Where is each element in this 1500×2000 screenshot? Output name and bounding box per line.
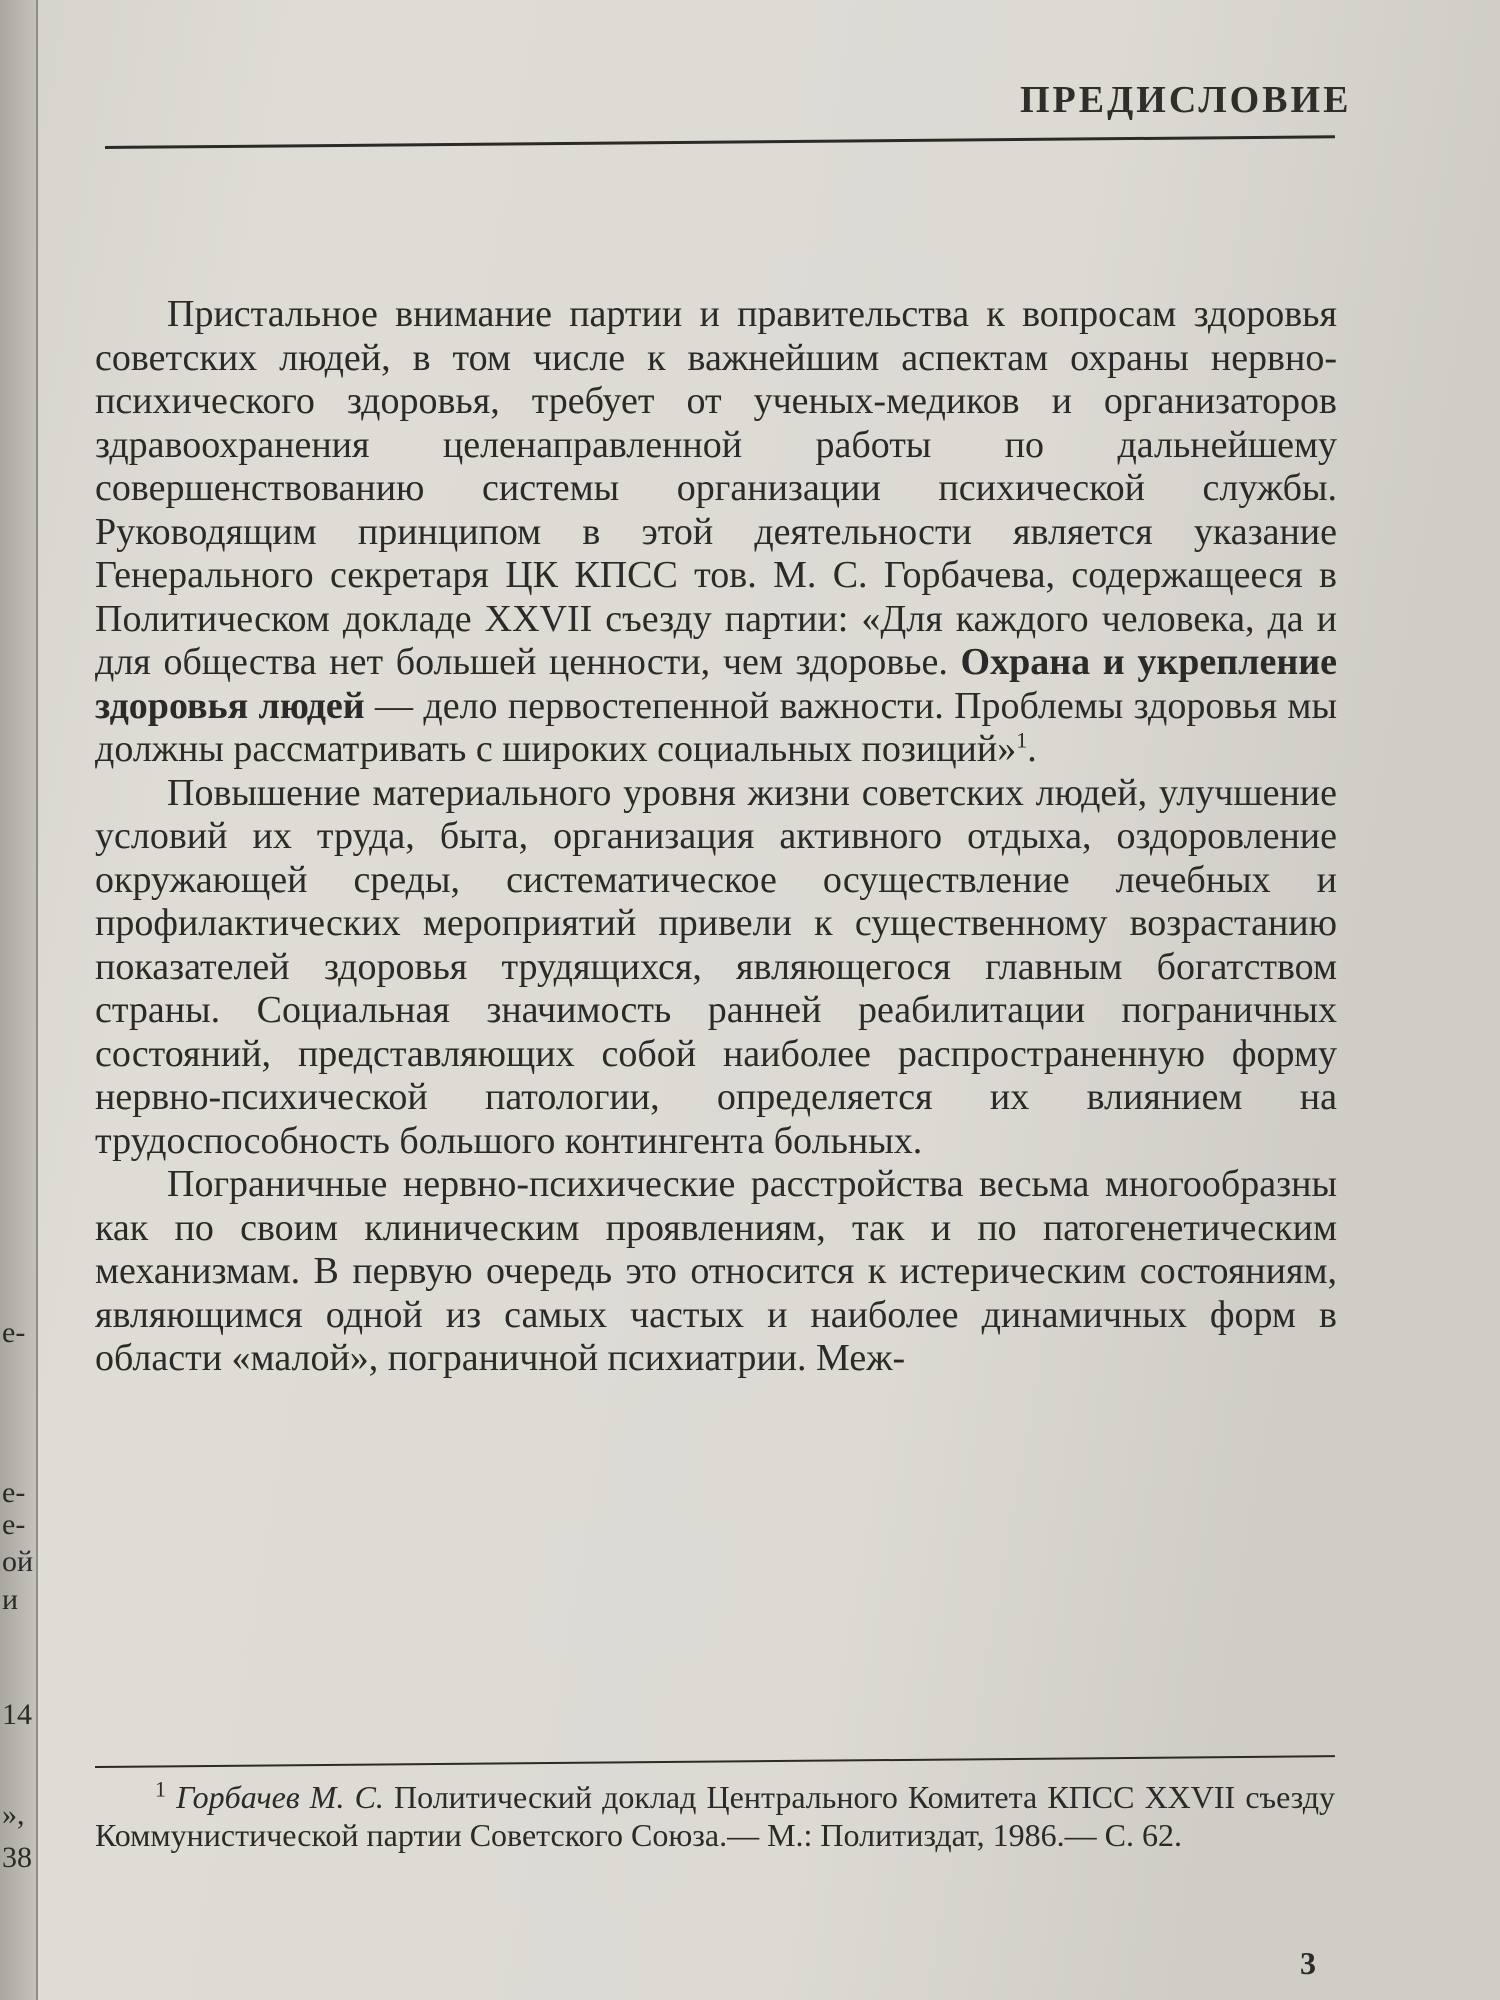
- margin-fragment: ой: [2, 1545, 34, 1578]
- margin-fragment: 14: [2, 1698, 32, 1731]
- running-header: ПРЕДИСЛОВИЕ: [1020, 79, 1352, 121]
- page-number: 3: [1300, 1945, 1316, 1981]
- footnote-rule: [95, 1755, 1335, 1768]
- previous-page-edge: [0, 0, 38, 2000]
- footnote-author: Горбачев М. С.: [176, 1779, 384, 1815]
- footnote: [95, 1778, 1335, 1854]
- margin-fragment: »,: [2, 1798, 25, 1831]
- paragraph: Пограничные нервно-психические расстройства весьма многообразны как по своим клиническим проявлениям, так и по патогенетическим механизмам. В первую очередь это относится к истерическим состояниям, являющимся одной из самых частых и наиболее динамичных форм в области «малой», пограничной психиатрии. Меж-: [95, 1163, 1337, 1379]
- footnote-marker: 1: [155, 1776, 166, 1802]
- footnote-text: Политический доклад Центрального Комитета КПСС XXVII съезду Коммунистической партии Советского Союза.— М.: Политиздат, 1986.— С. 62.: [95, 1779, 1335, 1853]
- paragraph-text: Пристальное внимание партии и правительства к вопросам здоровья советских людей, в том числе к важнейшим аспектам охраны нервно-психического здоровья, требует от ученых-медиков и организаторов здравоохранения целенаправленной работы по дальнейшему совершенствованию системы организации психической службы. Руководящим принципом в этой деятельности является указание Генерального секретаря ЦК КПСС тов. М. С. Горбачева, содержащееся в Политическом докладе XXVII съезду партии: «Для каждого человека, да и для общества нет большей ценности, чем здоровье.: [95, 293, 1337, 683]
- paragraph: Повышение материального уровня жизни советских людей, улучшение условий их труда, быта, организация активного отдыха, оздоровление окружающей среды, систематическое осуществление лечебных и профилактических мероприятий привели к существенному возрастанию показателей здоровья трудящихся, являющегося главным богатством страны. Социальная значимость ранней реабилитации пограничных состояний, представляющих собой наиболее распространенную форму нервно-психической патологии, определяется их влиянием на трудоспособность большого контингента больных.: [95, 771, 1337, 1162]
- footnote-reference: 1: [1016, 727, 1028, 753]
- margin-fragment: е-: [2, 1508, 26, 1541]
- paragraph-text: — дело первостепенной важности. Проблемы здоровья мы должны рассматривать с широких социальных позиций»: [95, 684, 1338, 770]
- paragraph: [95, 293, 1337, 772]
- margin-fragment: е-: [2, 1476, 26, 1509]
- body-text: [95, 293, 1337, 1381]
- bold-emphasis: Охрана и укрепление здоровья людей: [95, 641, 1337, 727]
- margin-fragment: 38: [2, 1841, 32, 1874]
- margin-fragment: и: [2, 1583, 19, 1616]
- header-rule: [105, 135, 1335, 149]
- margin-fragment: е-: [2, 1316, 26, 1349]
- paragraph-end: .: [1027, 728, 1037, 770]
